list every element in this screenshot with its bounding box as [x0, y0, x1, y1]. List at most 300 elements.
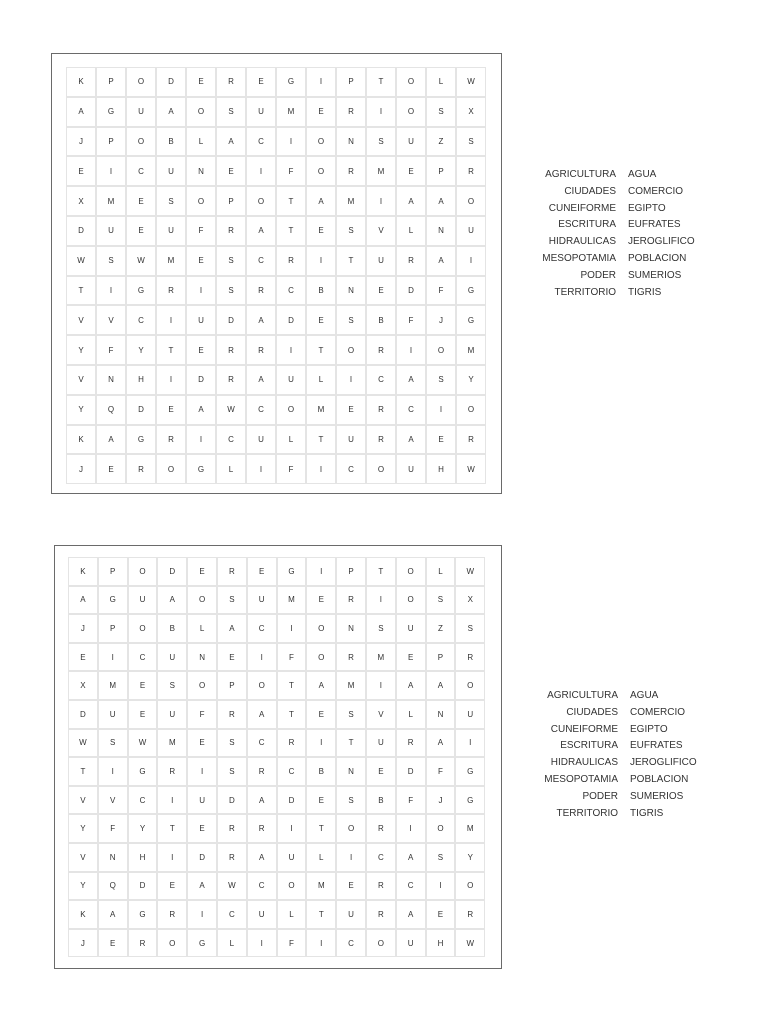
grid-cell: D [66, 216, 96, 246]
grid-cell: R [276, 246, 306, 276]
word-list-item: HIDRAULICAS [548, 236, 616, 248]
grid-cell: O [128, 614, 158, 643]
grid-cell: M [157, 729, 187, 758]
grid-cell: J [426, 305, 456, 335]
grid-cell: X [456, 97, 486, 127]
grid-cell: E [187, 729, 217, 758]
grid-cell: U [455, 700, 485, 729]
grid-cell: H [426, 929, 456, 958]
grid-cell: I [187, 900, 217, 929]
grid-cell: I [366, 586, 396, 615]
grid-cell: I [306, 67, 336, 97]
grid-cell: E [187, 557, 217, 586]
grid-cell: U [247, 900, 277, 929]
grid-cell: O [336, 335, 366, 365]
grid-cell: O [186, 186, 216, 216]
grid-cell: P [336, 557, 366, 586]
word-list-item: POBLACION [630, 773, 689, 785]
grid-cell: O [246, 186, 276, 216]
grid-cell: W [455, 929, 485, 958]
grid-cell: M [306, 872, 336, 901]
grid-cell: U [128, 586, 158, 615]
grid-cell: C [126, 156, 156, 186]
grid-cell: A [66, 97, 96, 127]
grid-cell: H [426, 454, 456, 484]
grid-cell: L [187, 614, 217, 643]
grid-cell: H [126, 365, 156, 395]
grid-cell: I [157, 843, 187, 872]
grid-cell: O [456, 395, 486, 425]
grid-cell: Y [68, 814, 98, 843]
grid-cell: J [68, 929, 98, 958]
grid-cell: M [276, 97, 306, 127]
grid-cell: U [246, 425, 276, 455]
word-list-item: MESOPOTAMIA [544, 773, 618, 785]
grid-cell: R [247, 757, 277, 786]
grid-cell: G [186, 454, 216, 484]
grid-cell: U [96, 216, 126, 246]
grid-cell: Y [66, 395, 96, 425]
grid-cell: J [426, 786, 456, 815]
grid-cell: I [247, 643, 277, 672]
grid-cell: C [366, 843, 396, 872]
grid-cell: T [277, 671, 307, 700]
grid-cell: P [96, 127, 126, 157]
word-search-puzzle-1 [51, 53, 502, 494]
grid-cell: E [366, 757, 396, 786]
grid-cell: C [247, 729, 277, 758]
grid-cell: G [276, 67, 306, 97]
grid-cell: O [455, 872, 485, 901]
grid-cell: R [156, 425, 186, 455]
grid-cell: M [277, 586, 307, 615]
grid-cell: A [306, 186, 336, 216]
grid-cell: K [68, 900, 98, 929]
grid-cell: U [156, 216, 186, 246]
grid-cell: C [277, 757, 307, 786]
grid-cell: F [426, 757, 456, 786]
word-list-item: PODER [580, 269, 616, 281]
grid-cell: U [157, 700, 187, 729]
grid-cell: F [186, 216, 216, 246]
grid-cell: A [396, 425, 426, 455]
grid-cell: R [455, 900, 485, 929]
grid-cell: F [276, 454, 306, 484]
grid-cell: N [426, 700, 456, 729]
grid-cell: I [366, 97, 396, 127]
grid-cell: R [156, 276, 186, 306]
grid-cell: U [187, 786, 217, 815]
grid-cell: R [396, 246, 426, 276]
word-list-left-column [522, 167, 616, 301]
word-list-item: CIUDADES [564, 185, 616, 197]
grid-cell: M [455, 814, 485, 843]
grid-cell: C [246, 127, 276, 157]
grid-cell: O [336, 814, 366, 843]
word-list-item: MESOPOTAMIA [542, 252, 616, 264]
grid-cell: O [426, 814, 456, 843]
grid-cell: S [216, 246, 246, 276]
grid-cell: S [336, 786, 366, 815]
grid-cell: K [68, 557, 98, 586]
grid-cell: M [96, 186, 126, 216]
grid-cell: E [396, 643, 426, 672]
grid-cell: G [455, 786, 485, 815]
grid-cell: I [246, 156, 276, 186]
grid-cell: D [276, 305, 306, 335]
grid-cell: I [96, 276, 126, 306]
grid-cell: U [186, 305, 216, 335]
grid-cell: D [157, 557, 187, 586]
word-list-item: EGIPTO [630, 723, 668, 735]
grid-cell: M [336, 671, 366, 700]
grid-cell: C [126, 305, 156, 335]
grid-cell: W [68, 729, 98, 758]
grid-cell: P [426, 643, 456, 672]
grid-cell: X [68, 671, 98, 700]
grid-cell: A [396, 900, 426, 929]
grid-cell: R [216, 67, 246, 97]
grid-cell: W [126, 246, 156, 276]
grid-cell: R [366, 814, 396, 843]
grid-cell: A [216, 127, 246, 157]
grid-cell: E [306, 700, 336, 729]
grid-cell: C [246, 246, 276, 276]
grid-cell: M [336, 186, 366, 216]
grid-cell: A [246, 216, 276, 246]
grid-cell: U [336, 425, 366, 455]
grid-cell: M [306, 395, 336, 425]
grid-cell: A [246, 305, 276, 335]
grid-cell: F [277, 643, 307, 672]
grid-cell: A [426, 671, 456, 700]
grid-cell: R [396, 729, 426, 758]
grid-cell: S [216, 97, 246, 127]
grid-cell: E [306, 786, 336, 815]
grid-cell: R [366, 335, 396, 365]
grid-cell: O [396, 97, 426, 127]
grid-cell: M [98, 671, 128, 700]
grid-cell: O [396, 586, 426, 615]
word-list-item: JEROGLIFICO [628, 236, 695, 248]
grid-cell: E [126, 186, 156, 216]
grid-cell: U [276, 365, 306, 395]
grid-cell: U [396, 454, 426, 484]
grid-cell: D [277, 786, 307, 815]
word-list-item: EUFRATES [630, 740, 683, 752]
word-list [522, 167, 718, 301]
grid-cell: F [98, 814, 128, 843]
grid-cell: W [456, 67, 486, 97]
grid-cell: A [156, 97, 186, 127]
grid-cell: I [396, 335, 426, 365]
grid-cell: V [66, 305, 96, 335]
grid-cell: L [306, 843, 336, 872]
grid-cell: S [336, 305, 366, 335]
grid-cell: R [336, 156, 366, 186]
grid-cell: E [66, 156, 96, 186]
grid-cell: S [426, 843, 456, 872]
grid-cell: D [396, 276, 426, 306]
grid-cell: G [96, 97, 126, 127]
grid-cell: S [426, 365, 456, 395]
grid-cell: T [306, 900, 336, 929]
grid-cell: Y [456, 365, 486, 395]
grid-cell: N [98, 843, 128, 872]
grid-cell: L [277, 900, 307, 929]
grid-cell: E [187, 814, 217, 843]
word-list-item: TIGRIS [628, 286, 662, 298]
word-list-item: CUNEIFORME [548, 202, 616, 214]
grid-cell: I [156, 365, 186, 395]
grid-cell: P [426, 156, 456, 186]
grid-cell: E [306, 97, 336, 127]
grid-cell: N [426, 216, 456, 246]
grid-cell: E [128, 671, 158, 700]
grid-cell: W [128, 729, 158, 758]
grid-cell: C [276, 276, 306, 306]
word-list-item: JEROGLIFICO [630, 757, 697, 769]
grid-cell: J [66, 454, 96, 484]
grid-cell: O [247, 671, 277, 700]
grid-cell: D [187, 843, 217, 872]
grid-cell: G [128, 900, 158, 929]
grid-cell: O [276, 395, 306, 425]
grid-cell: A [396, 186, 426, 216]
grid-cell: S [455, 614, 485, 643]
grid-cell: E [426, 425, 456, 455]
grid-cell: I [277, 814, 307, 843]
grid-cell: Q [98, 872, 128, 901]
grid-cell: P [98, 614, 128, 643]
grid-cell: F [277, 929, 307, 958]
grid-cell: C [128, 786, 158, 815]
grid-cell: Y [128, 814, 158, 843]
grid-cell: N [336, 276, 366, 306]
grid-cell: F [426, 276, 456, 306]
grid-cell: U [456, 216, 486, 246]
grid-cell: U [396, 929, 426, 958]
grid-cell: O [187, 671, 217, 700]
grid-cell: T [277, 700, 307, 729]
grid-cell: X [455, 586, 485, 615]
grid-cell: R [336, 643, 366, 672]
grid-cell: A [306, 671, 336, 700]
grid-cell: V [366, 700, 396, 729]
grid-cell: E [157, 872, 187, 901]
grid-cell: P [96, 67, 126, 97]
grid-cell: U [396, 127, 426, 157]
grid-cell: V [66, 365, 96, 395]
grid-cell: C [396, 872, 426, 901]
word-list-item: AGUA [628, 169, 657, 180]
grid-cell: B [366, 305, 396, 335]
grid-cell: T [366, 67, 396, 97]
grid-cell: A [68, 586, 98, 615]
grid-cell: A [247, 700, 277, 729]
word-list-item: TIGRIS [630, 807, 664, 819]
grid-cell: E [96, 454, 126, 484]
grid-cell: F [396, 305, 426, 335]
grid-cell: E [98, 929, 128, 958]
grid-cell: S [156, 186, 186, 216]
grid-cell: T [366, 557, 396, 586]
grid-cell: R [216, 365, 246, 395]
grid-cell: G [456, 276, 486, 306]
grid-cell: R [456, 425, 486, 455]
grid-cell: E [126, 216, 156, 246]
grid-cell: C [336, 454, 366, 484]
grid-cell: R [366, 900, 396, 929]
grid-cell: D [126, 395, 156, 425]
grid-cell: E [186, 246, 216, 276]
grid-cell: S [217, 586, 247, 615]
grid-cell: B [306, 757, 336, 786]
grid-cell: Z [426, 127, 456, 157]
grid-cell: N [336, 614, 366, 643]
grid-cell: L [426, 557, 456, 586]
grid-cell: U [246, 97, 276, 127]
grid-cell: I [306, 454, 336, 484]
grid-cell: E [306, 216, 336, 246]
grid-cell: R [366, 395, 396, 425]
grid-cell: O [426, 335, 456, 365]
grid-cell: C [216, 425, 246, 455]
grid-cell: O [306, 614, 336, 643]
grid-cell: R [217, 814, 247, 843]
grid-cell: I [98, 757, 128, 786]
grid-cell: W [456, 454, 486, 484]
grid-cell: A [217, 614, 247, 643]
grid-cell: O [126, 127, 156, 157]
grid-cell: I [277, 614, 307, 643]
grid-cell: L [426, 67, 456, 97]
grid-cell: D [217, 786, 247, 815]
grid-cell: Y [66, 335, 96, 365]
grid-cell: K [66, 425, 96, 455]
word-list-item: COMERCIO [630, 706, 685, 718]
grid-cell: A [426, 246, 456, 276]
grid-cell: U [336, 900, 366, 929]
grid-cell: I [366, 186, 396, 216]
grid-cell: E [217, 643, 247, 672]
word-list-left-column [524, 688, 618, 822]
word-list-item: ESCRITURA [560, 740, 618, 752]
grid-cell: A [396, 843, 426, 872]
grid-cell: R [246, 335, 276, 365]
grid-cell: N [186, 156, 216, 186]
grid-cell: A [396, 671, 426, 700]
grid-cell: O [396, 557, 426, 586]
grid-cell: O [186, 97, 216, 127]
grid-cell: Y [126, 335, 156, 365]
grid-cell: V [98, 786, 128, 815]
grid-cell: I [306, 246, 336, 276]
word-list-item: PODER [582, 790, 618, 802]
grid-cell: O [306, 127, 336, 157]
grid-cell: I [96, 156, 126, 186]
grid-cell: O [157, 929, 187, 958]
grid-cell: R [366, 425, 396, 455]
grid-cell: N [96, 365, 126, 395]
grid-cell: E [186, 67, 216, 97]
grid-cell: A [246, 365, 276, 395]
grid-cell: N [336, 757, 366, 786]
letter-grid-frame [51, 53, 502, 494]
grid-cell: U [277, 843, 307, 872]
grid-cell: E [396, 156, 426, 186]
grid-cell: R [216, 216, 246, 246]
grid-cell: G [455, 757, 485, 786]
grid-cell: I [336, 843, 366, 872]
grid-cell: A [247, 786, 277, 815]
grid-cell: F [396, 786, 426, 815]
grid-cell: N [187, 643, 217, 672]
grid-cell: U [396, 614, 426, 643]
grid-cell: V [366, 216, 396, 246]
grid-cell: D [128, 872, 158, 901]
grid-cell: T [276, 186, 306, 216]
grid-cell: B [306, 276, 336, 306]
grid-cell: I [276, 127, 306, 157]
grid-cell: P [217, 671, 247, 700]
word-list-item: SUMERIOS [630, 790, 684, 802]
grid-cell: D [186, 365, 216, 395]
grid-cell: R [217, 700, 247, 729]
grid-cell: T [306, 425, 336, 455]
grid-cell: I [157, 786, 187, 815]
grid-cell: A [247, 843, 277, 872]
grid-cell: I [336, 365, 366, 395]
grid-cell: R [157, 757, 187, 786]
grid-cell: L [396, 216, 426, 246]
grid-cell: I [426, 395, 456, 425]
grid-cell: O [396, 67, 426, 97]
grid-cell: F [96, 335, 126, 365]
grid-cell: H [128, 843, 158, 872]
grid-cell: T [306, 814, 336, 843]
grid-cell: I [98, 643, 128, 672]
grid-cell: W [455, 557, 485, 586]
grid-cell: U [156, 156, 186, 186]
grid-cell: F [187, 700, 217, 729]
grid-cell: I [187, 757, 217, 786]
grid-cell: P [216, 186, 246, 216]
word-list-item: COMERCIO [628, 185, 683, 197]
word-list-item: TERRITORIO [556, 807, 618, 819]
word-list [524, 688, 720, 822]
grid-cell: W [216, 395, 246, 425]
word-list-item: ESCRITURA [558, 219, 616, 231]
grid-cell: P [98, 557, 128, 586]
grid-cell: Z [426, 614, 456, 643]
grid-cell: R [336, 97, 366, 127]
grid-cell: D [396, 757, 426, 786]
grid-cell: R [336, 586, 366, 615]
grid-cell: J [66, 127, 96, 157]
grid-cell: G [456, 305, 486, 335]
grid-cell: E [336, 872, 366, 901]
grid-cell: T [66, 276, 96, 306]
grid-cell: I [396, 814, 426, 843]
grid-cell: R [217, 557, 247, 586]
grid-cell: N [336, 127, 366, 157]
word-list-item: AGRICULTURA [547, 690, 618, 701]
word-list-item: TERRITORIO [554, 286, 616, 298]
grid-cell: M [456, 335, 486, 365]
word-list-item: AGUA [630, 690, 659, 701]
grid-cell: S [216, 276, 246, 306]
